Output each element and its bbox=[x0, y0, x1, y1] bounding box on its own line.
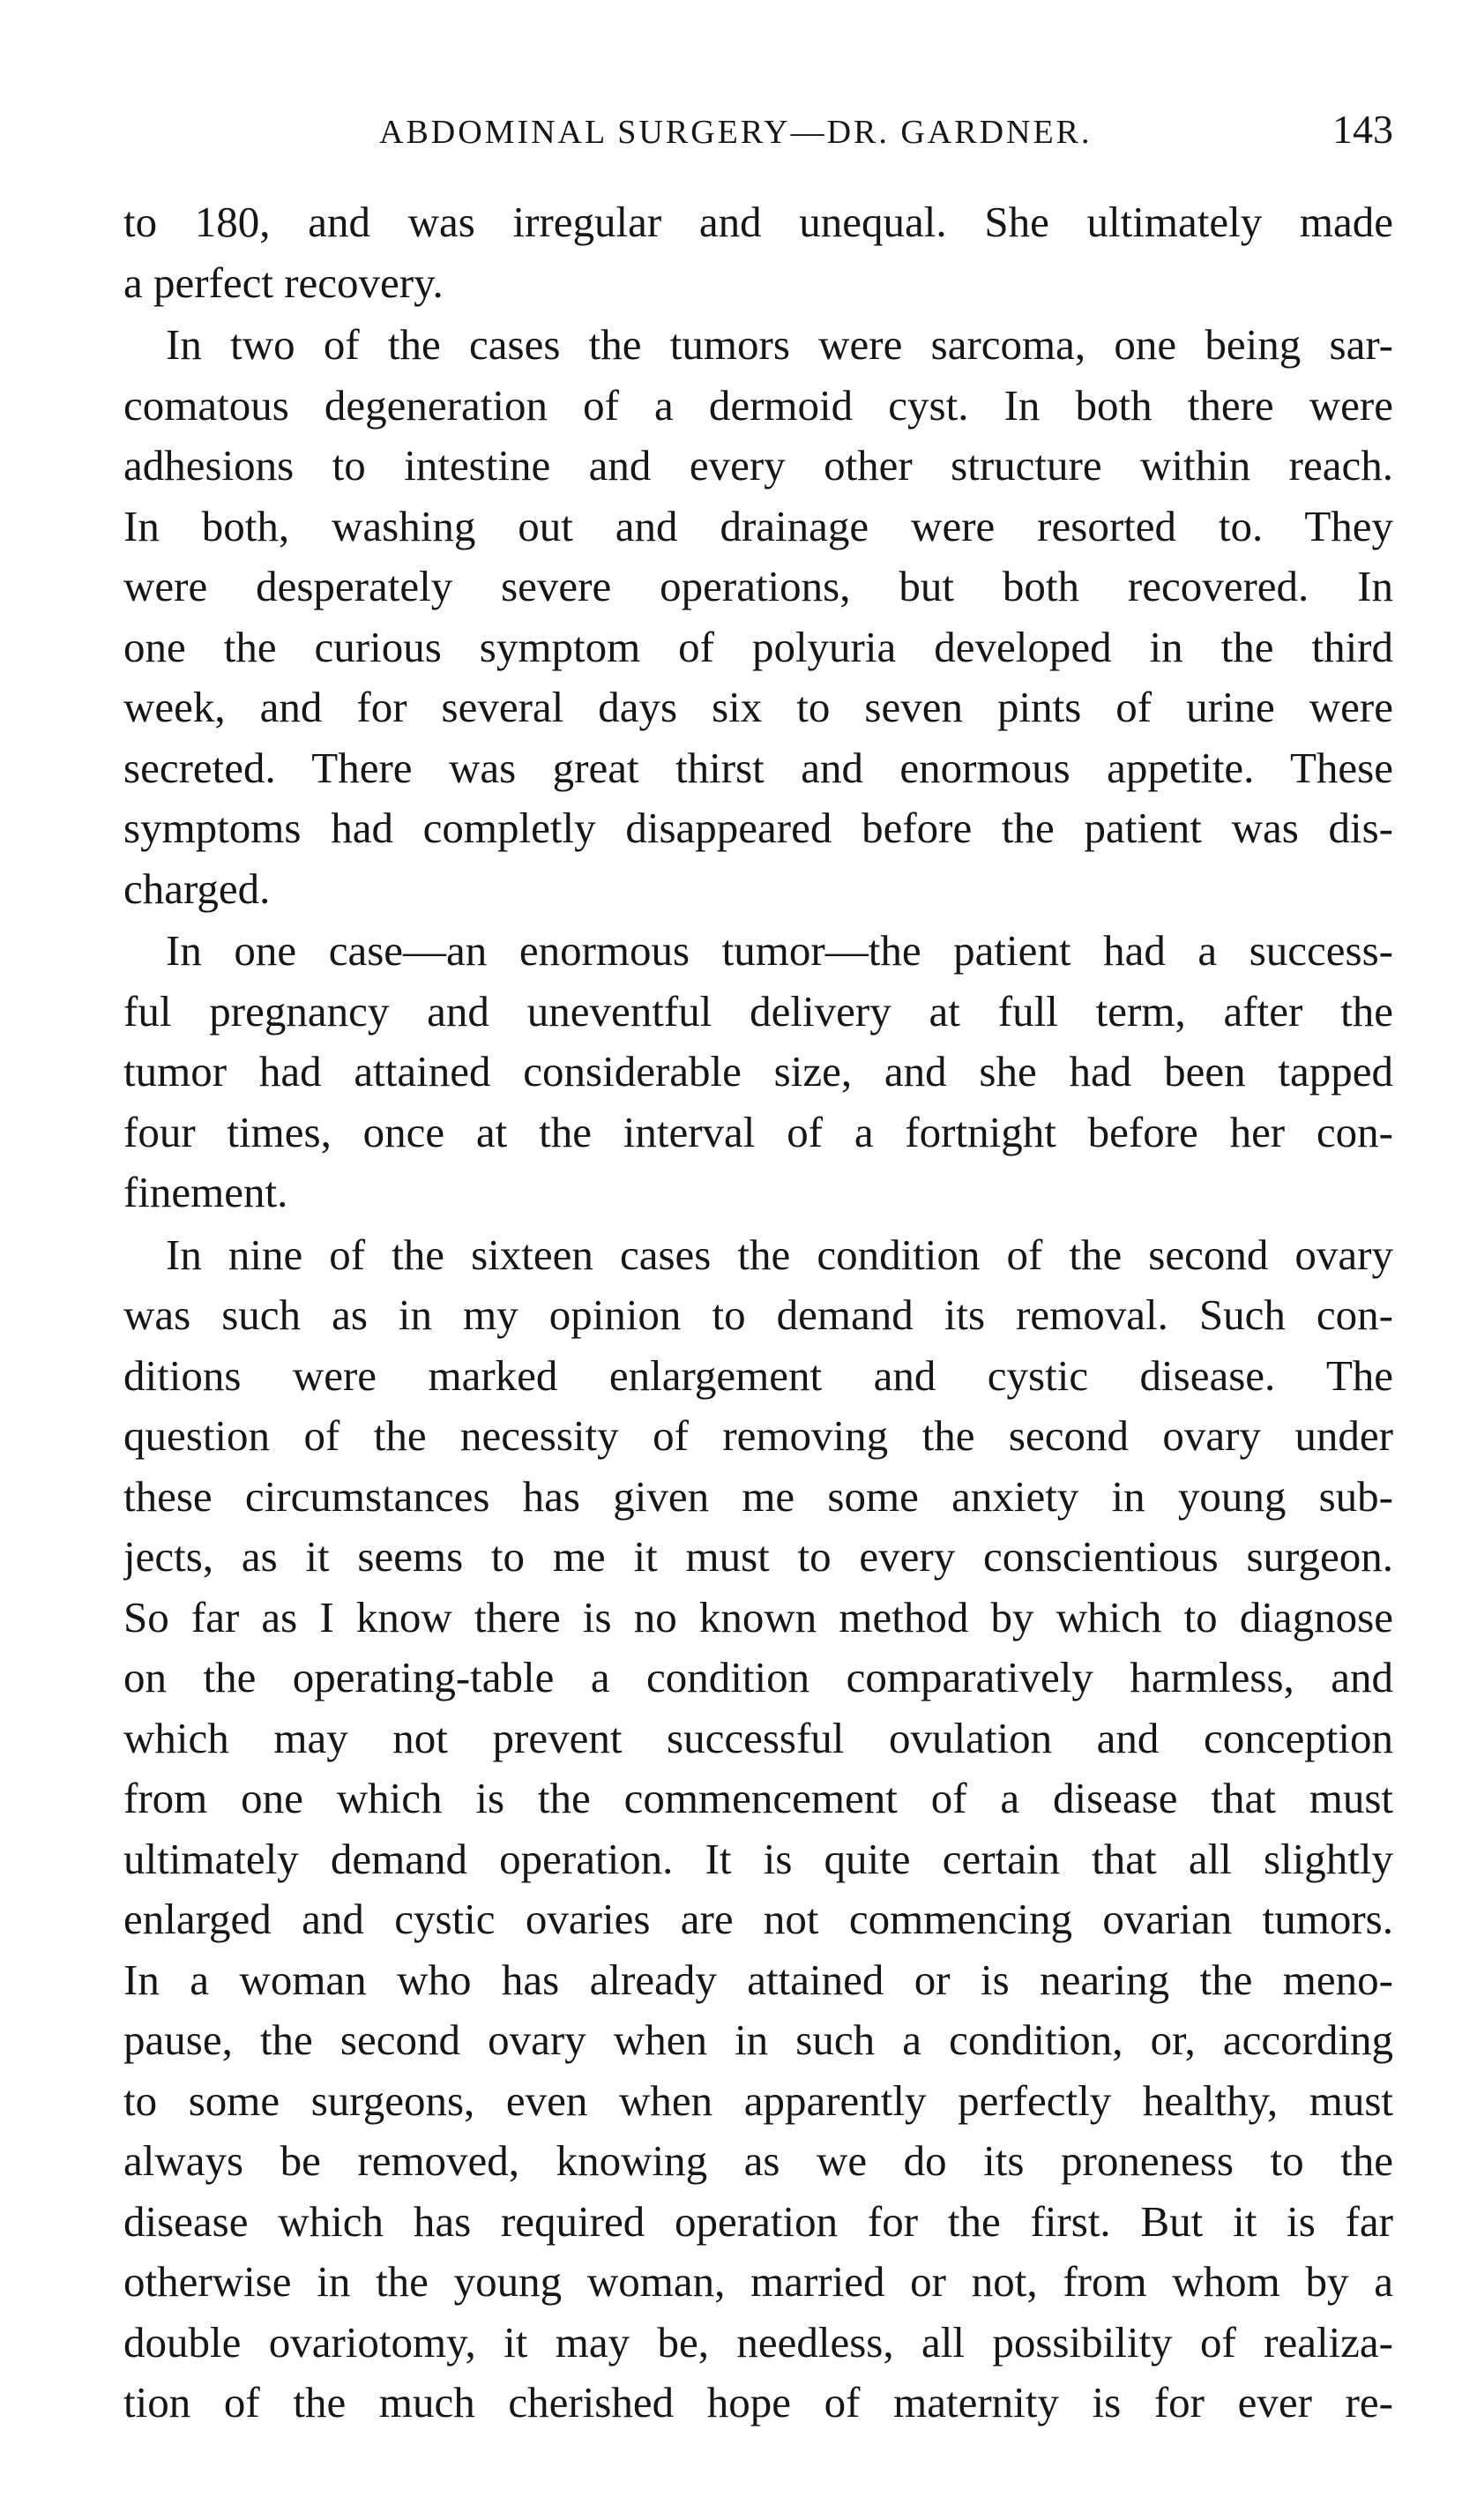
text-line: tumor had attained considerable size, and she had been tapped bbox=[123, 1047, 1393, 1095]
text-line: So far as I know there is no known method by which to diagnose bbox=[123, 1592, 1393, 1641]
text-line: week, and for several days six to seven pints of urine were bbox=[123, 683, 1393, 731]
text-line: finement. bbox=[123, 1168, 288, 1216]
text-line: enlarged and cystic ovaries are not commencing ovarian tumors. bbox=[123, 1895, 1393, 1943]
running-head bbox=[123, 104, 1393, 157]
text-line: four times, once at the interval of a fortnight before her con- bbox=[123, 1107, 1393, 1156]
text-line: which may not prevent successful ovulation and conception bbox=[123, 1713, 1393, 1762]
text-line: to some surgeons, even when apparently perfectly healthy, must bbox=[123, 2075, 1393, 2125]
text-line: double ovariotomy, it may be, needless, all possibility of realiza- bbox=[123, 2317, 1393, 2367]
page-number: 143 bbox=[1332, 107, 1393, 152]
text-line: on the operating-table a condition comparatively harmless, and bbox=[123, 1653, 1393, 1701]
text-line: adhesions to intestine and every other structure within reach. bbox=[123, 441, 1393, 490]
text-line: jects, as it seems to me it must to every conscientious surgeon. bbox=[123, 1532, 1393, 1581]
text-line: was such as in my opinion to demand its removal. Such con- bbox=[123, 1290, 1393, 1339]
body-text bbox=[123, 192, 1393, 2434]
text-line: to 180, and was irregular and unequal. She ultimately made bbox=[123, 198, 1393, 246]
running-title: ABDOMINAL SURGERY—DR. GARDNER. bbox=[379, 114, 1093, 151]
text-line: secreted. There was great thirst and enormous appetite. These bbox=[123, 743, 1393, 792]
text-line: In nine of the sixteen cases the condition of the second ovary bbox=[166, 1230, 1393, 1279]
text-line: these circumstances has given me some anxiety in young sub- bbox=[123, 1471, 1393, 1521]
text-line: In a woman who has already attained or is nearing the meno- bbox=[123, 1955, 1393, 2004]
text-line: from one which is the commencement of a disease that must bbox=[123, 1774, 1393, 1822]
text-line: In both, washing out and drainage were resorted to. They bbox=[123, 501, 1393, 550]
text-line: otherwise in the young woman, married or not, from whom by a bbox=[123, 2257, 1393, 2306]
text-line: were desperately severe operations, but both recovered. In bbox=[123, 562, 1393, 610]
text-line: tion of the much cherished hope of maternity is for ever re- bbox=[123, 2378, 1393, 2427]
text-line: In one case—an enormous tumor—the patient had a success- bbox=[166, 926, 1393, 975]
paragraph-3 bbox=[123, 921, 1393, 1223]
text-line: always be removed, knowing as we do its proneness to the bbox=[123, 2136, 1393, 2185]
text-line: charged. bbox=[123, 864, 271, 913]
text-line: pause, the second ovary when in such a condition, or, according bbox=[123, 2015, 1393, 2064]
text-line: disease which has required operation for the first. But it is far bbox=[123, 2196, 1393, 2246]
text-line: In two of the cases the tumors were sarcoma, one being sar- bbox=[166, 320, 1393, 369]
paragraph-1 bbox=[123, 192, 1393, 313]
text-line: ful pregnancy and uneventful delivery at full term, after the bbox=[123, 986, 1393, 1036]
text-line: question of the necessity of removing the second ovary under bbox=[123, 1411, 1393, 1460]
text-line: a perfect recovery. bbox=[123, 258, 444, 307]
paragraph-4 bbox=[123, 1225, 1393, 2434]
text-line: ultimately demand operation. It is quite certain that all slightly bbox=[123, 1834, 1393, 1883]
text-line: comatous degeneration of a dermoid cyst. In both there were bbox=[123, 380, 1393, 430]
text-line: symptoms had completly disappeared before the patient was dis- bbox=[123, 804, 1393, 852]
text-line: ditions were marked enlargement and cystic disease. The bbox=[123, 1350, 1393, 1400]
paragraph-2 bbox=[123, 315, 1393, 919]
text-line: one the curious symptom of polyuria developed in the third bbox=[123, 622, 1393, 671]
